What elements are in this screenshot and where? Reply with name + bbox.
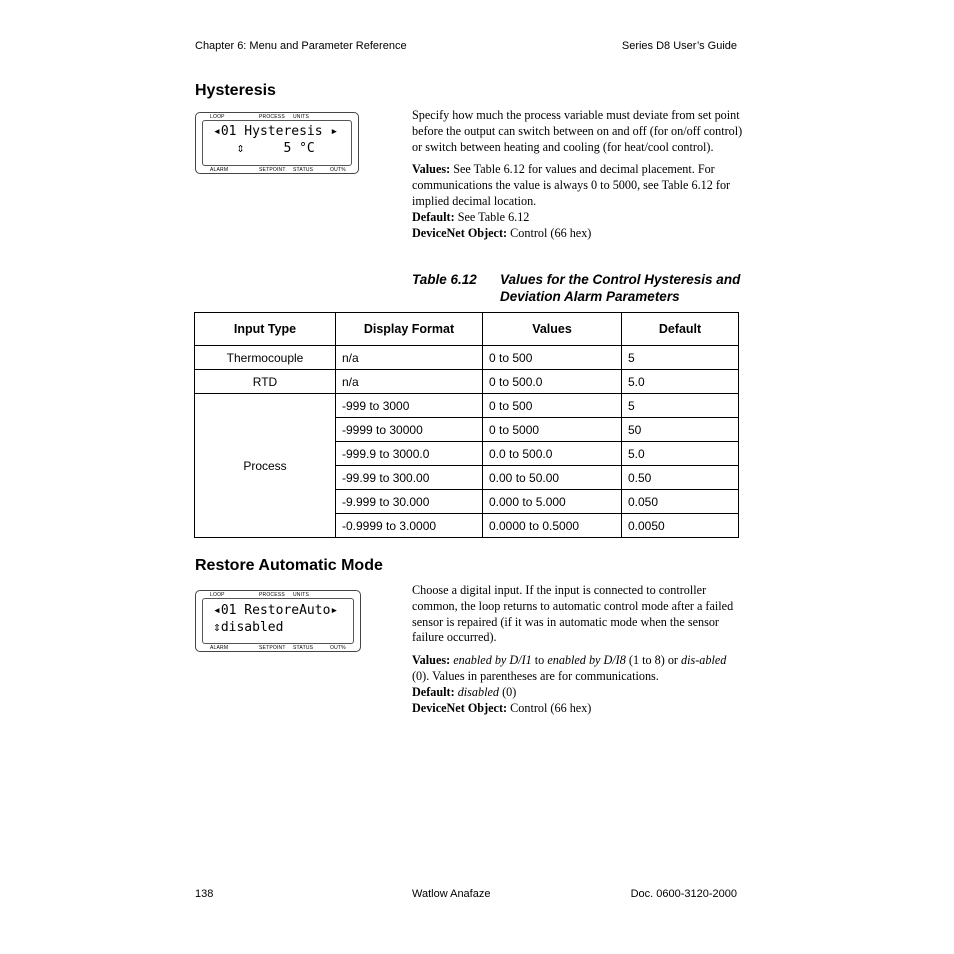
col-header-values: Values [483, 313, 622, 346]
table-row: RTD n/a 0 to 500.0 5.0 [195, 370, 739, 394]
restore-devicenet: DeviceNet Object: Control (66 hex) [412, 700, 592, 715]
process-cell: Process [195, 394, 336, 538]
hysteresis-lcd-display [195, 112, 359, 174]
restore-lcd-display [195, 590, 361, 652]
table-row: -999.9 to 3000.0 0.0 to 500.0 5.0 [195, 442, 739, 466]
restore-heading: Restore Automatic Mode [195, 557, 383, 574]
hysteresis-devicenet: DeviceNet Object: Control (66 hex) [412, 225, 592, 240]
lcd-label-out: OUT% [330, 167, 346, 173]
lcd-label-setpoint: SETPOINT [259, 645, 286, 651]
table-header-row [195, 313, 739, 346]
running-header-title: Series D8 User’s Guide [621, 40, 737, 52]
values-table [194, 312, 739, 538]
table-row: -9999 to 30000 0 to 5000 50 [195, 418, 739, 442]
table-title: Values for the Control Hysteresis and Deviation Alarm Parameters [500, 272, 741, 304]
lcd-line-1: ◂01 Hysteresis ▸ [213, 124, 339, 139]
hysteresis-description-block [412, 108, 746, 241]
hysteresis-description: Specify how much the process variable must deviate from set point before the output can switch between on and off (for on/off control) or switch between heating and cooling (for heat/cool control). [412, 108, 743, 154]
col-header-default: Default [622, 313, 739, 346]
col-header-input-type: Input Type [195, 313, 336, 346]
lcd-label-units: UNITS [293, 114, 309, 120]
col-header-display-format: Display Format [336, 313, 483, 346]
lcd-line-2: ⇕disabled [213, 620, 284, 635]
table-row: -0.9999 to 3.0000 0.0000 to 0.5000 0.0050 [195, 514, 739, 538]
table-row: Thermocouple n/a 0 to 500 5 [195, 346, 739, 370]
lcd-label-out: OUT% [330, 645, 346, 651]
running-header-chapter: Chapter 6: Menu and Parameter Reference [195, 40, 407, 52]
table-row: -9.999 to 30.000 0.000 to 5.000 0.050 [195, 490, 739, 514]
lcd-label-units: UNITS [293, 592, 309, 598]
table-number: Table 6.12 [412, 272, 477, 287]
lcd-line-1: ◂01 RestoreAuto▸ [213, 603, 339, 618]
lcd-label-alarm: ALARM [210, 645, 229, 651]
lcd-label-alarm: ALARM [210, 167, 229, 173]
hysteresis-values: Values: See Table 6.12 for values and decimal placement. For communications the value is always 0 to 5000, see Table 6.12 for implied decimal location. [412, 162, 731, 208]
lcd-label-loop: LOOP [210, 114, 225, 120]
restore-values: Values: enabled by D/I1 to enabled by D/I8 (1 to 8) or dis-abled (0). Values in parentheses are for communications. [412, 653, 727, 683]
lcd-label-status: STATUS [293, 645, 314, 651]
table-row: Process -999 to 3000 0 to 500 5 [195, 394, 739, 418]
table-row: -99.99 to 300.00 0.00 to 50.00 0.50 [195, 466, 739, 490]
restore-description: Choose a digital input. If the input is connected to controller common, the loop returns to automatic control mode after a failed sensor is repaired (if it was in automatic mode when the sensor failure occurred). [412, 583, 734, 645]
restore-description-block [412, 583, 746, 716]
footer-company: Watlow Anafaze [412, 888, 491, 900]
hysteresis-heading: Hysteresis [195, 82, 276, 99]
page-number: 138 [195, 888, 214, 900]
restore-default: Default: disabled (0) [412, 684, 517, 699]
hysteresis-default: Default: See Table 6.12 [412, 209, 530, 224]
lcd-label-setpoint: SETPOINT [259, 167, 286, 173]
lcd-line-2: ⇕ 5 °C [213, 141, 315, 156]
lcd-label-loop: LOOP [210, 592, 225, 598]
lcd-label-status: STATUS [293, 167, 314, 173]
footer-doc-number: Doc. 0600-3120-2000 [630, 888, 737, 900]
lcd-label-process: PROCESS [259, 114, 285, 120]
lcd-label-process: PROCESS [259, 592, 285, 598]
